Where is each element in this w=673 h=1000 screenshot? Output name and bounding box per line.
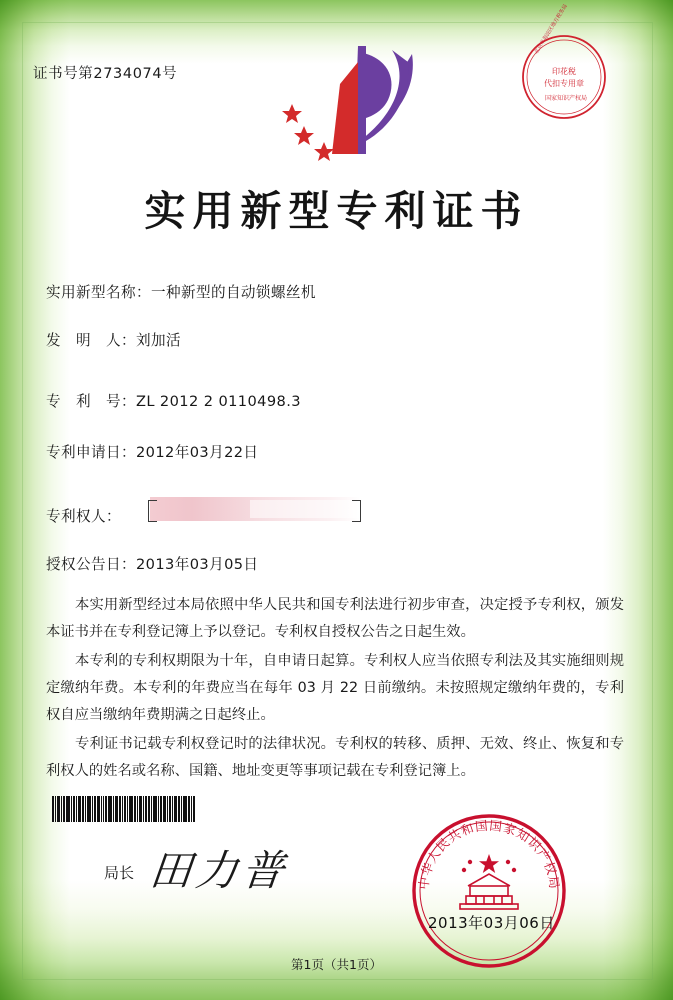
field-label: 专利申请日： [46,444,136,461]
document-title: 实用新型专利证书 [144,187,529,235]
paragraph-1: 本实用新型经过本局依照中华人民共和国专利法进行初步审查，决定授予专利权，颁发本证书并在专利登记簿上予以登记。专利权自授权公告之日起生效。 [46,597,624,640]
field-inventor [46,329,181,350]
field-value: 刘加活 [135,332,181,349]
certificate-number: 证书号第2734074号 [33,66,178,82]
redacted-patentee-overlay [250,500,360,518]
signature-label: 局长 [104,864,135,882]
field-value: 2013年03月05日 [135,556,259,573]
signature-name: 田力普 [147,846,291,895]
body-text [46,592,624,787]
tax-stamp [521,3,607,120]
barcode [52,796,220,822]
redaction-bracket-left [148,500,157,522]
svg-text:北京市海淀区地方税务局: 北京市海淀区地方税务局 [533,3,569,56]
field-value: ZL 2012 2 0110498.3 [135,393,301,410]
field-patent-number [46,390,301,411]
svg-text:印花税: 印花税 [552,67,576,76]
field-application-date [46,441,258,462]
field-label: 实用新型名称： [46,284,151,301]
svg-text:国家知识产权局: 国家知识产权局 [545,95,588,102]
redaction-bracket-right [352,500,361,522]
field-value: 2012年03月22日 [135,444,259,461]
field-value: 一种新型的自动锁螺丝机 [150,284,316,301]
svg-text:代扣专用章: 代扣专用章 [544,79,584,88]
svg-text:中华人民共和国国家知识产权局: 中华人民共和国国家知识产权局 [415,817,563,891]
field-utility-model-name [46,281,316,302]
field-label: 发 明 人： [46,332,136,349]
paragraph-2: 本专利的专利权期限为十年，自申请日起算。专利权人应当依照专利法及其实施细则规定缴纳年费。本专利的年费应当在每年 03 月 22 日前缴纳。未按照规定缴纳年费的，专利权自应当缴纳年费期满之日起终止。 [46,653,624,723]
field-patentee [46,505,121,526]
patent-office-logo-icon [262,38,432,173]
paragraph-3: 专利证书记载专利权登记时的法律状况。专利权的转移、质押、无效、终止、恢复和专利权人的姓名或名称、国籍、地址变更等事项记载在专利登记簿上。 [46,736,624,779]
field-grant-announcement-date [46,553,258,574]
field-label: 专 利 号： [46,393,136,410]
seal-date: 2013年03月06日 [428,914,555,932]
page-footer: 第1页（共1页） [291,957,382,972]
field-label: 授权公告日： [46,556,136,573]
official-seal [410,812,568,970]
field-label: 专利权人： [46,508,121,525]
